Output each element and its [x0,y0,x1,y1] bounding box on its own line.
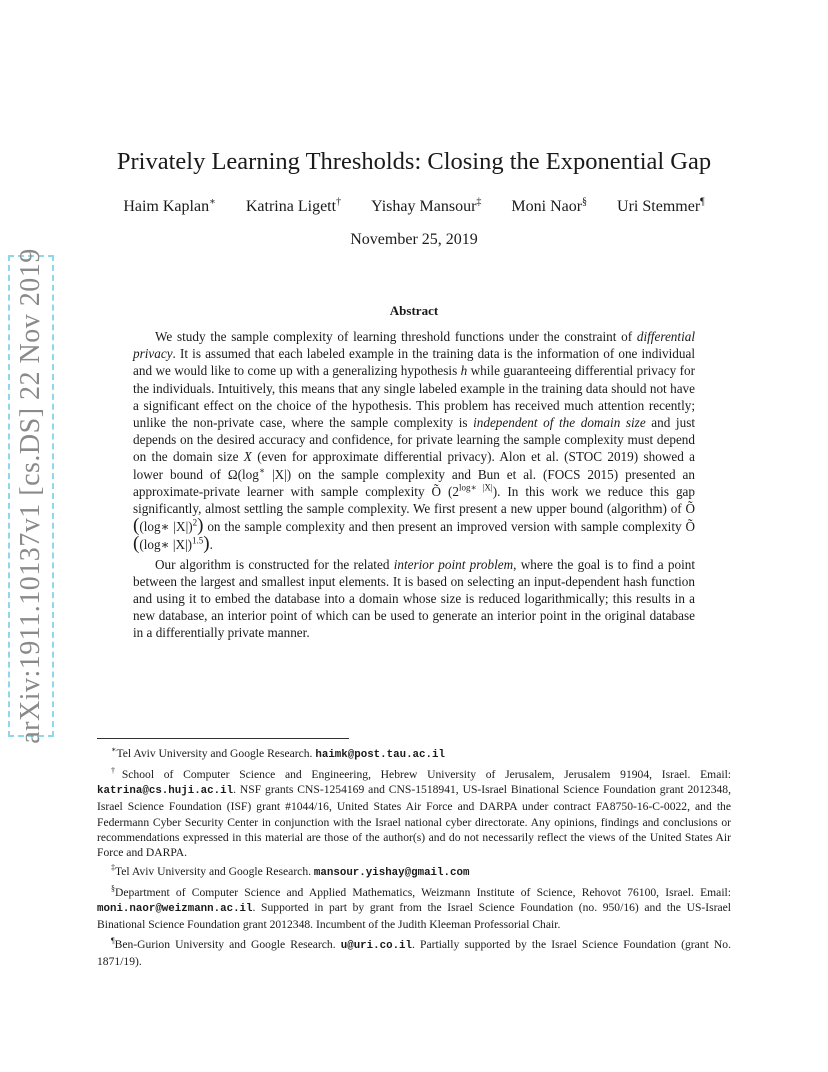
footnote: ¶Ben-Gurion University and Google Research. u@uri.co.il. Partially supported by the Israel Science Foundation (grant No. 1871/19). [97,935,731,968]
arxiv-identifier: arXiv:1911.10137v1 [cs.DS] 22 Nov 2019 [15,248,46,744]
footnote: ∗Tel Aviv University and Google Research. haimk@post.tau.ac.il [111,745,445,761]
footnote: ‡Tel Aviv University and Google Research. mansour.yishay@gmail.com [111,863,470,879]
author: Moni Naor§ [511,197,588,216]
footnote: §Department of Computer Science and Applied Mathematics, Weizmann Institute of Science, Rehovot 76100, Israel. Email: moni.naor@weizmann.ac.il. Supported in part by grant from the Israel Science Foundation (no. 950/16) and the US-Israel Binational Science Foundation grant 2012348. Incumbent of the Judith Kleeman Professorial Chair. [97,884,731,932]
paper-title: Privately Learning Thresholds: Closing the Exponential Gap [116,148,712,175]
author: Uri Stemmer¶ [617,197,705,216]
email-link[interactable]: haimk@post.tau.ac.il [315,748,445,761]
email-link[interactable]: u@uri.co.il [340,939,413,952]
author: Yishay Mansour‡ [371,197,482,216]
author-list [0,197,828,216]
email-link[interactable]: moni.naor@weizmann.ac.il [97,903,253,916]
author: Haim Kaplan∗ [123,197,216,216]
paper-date: November 25, 2019 [350,231,478,248]
email-link[interactable]: katrina@cs.huji.ac.il [97,785,234,798]
author: Katrina Ligett† [245,197,342,216]
footnote: †School of Computer Science and Engineering, Hebrew University of Jerusalem, Jerusalem 91904, Israel. Email: katrina@cs.huji.ac.il. NSF grants CNS-1254169 and CNS-1518941, US-Israel Binational Science Foundation grant 2012348, Israel Science Foundation (ISF) grant #1044/16, United States Air Force and DARPA under contract FA8750-16-C-0022, and the Federmann Cyber Security Center in conjunction with the Israel national cyber directorate. Any opinions, findings and conclusions or recommendations expressed in this material are those of the author(s) and do not necessarily reflect the views of the United States Air Force and DARPA. [97,766,732,859]
email-link[interactable]: mansour.yishay@gmail.com [313,867,470,879]
footnotes [97,742,731,969]
footnote-rule [97,738,349,739]
abstract-body [133,328,695,642]
abstract-heading: Abstract [389,303,439,318]
abstract-paragraph: Our algorithm is constructed for the related interior point problem, where the goal is to find a point between the largest and smallest input elements. It is based on selecting an input-dependent hash function and using it to embed the database into a domain whose size is reduced logarithmically; this results in a new database, an interior point of which can be used to generate an interior point in the original database in a differentially private manner. [133,556,695,641]
abstract-paragraph: We study the sample complexity of learning threshold functions under the constraint of differential privacy. It is assumed that each labeled example in the training data is the information of one individual and we would like to come up with a generalizing hypothesis h while guaranteeing differential privacy for the individuals. Intuitively, this means that any single labeled example in the training data should not have a significant effect on the choice of the hypothesis. This problem has received much attention recently; unlike the non-private case, where the sample complexity is independent of the domain size and just depends on the desired accuracy and confidence, for private learning the sample complexity must depend on the domain size X (even for approximate differential privacy). Alon et al. (STOC 2019) showed a lower bound of Ω(log∗ |X|) on the sample complexity and Bun et al. (FOCS 2015) presented an approximate-private learner with sample complexity Õ $(2^{log∗ |X|})$. In this work we reduce this gap significantly, almost settling the sample complexity. We first present a new upper bound (algorithm) of Õ ((log∗ |X|)$^2$) on the sample complexity and then present an improved version with sample complexity Õ ((log∗ |X|)$^{1.5}$). [133,329,695,555]
arxiv-stamp [8,248,54,744]
